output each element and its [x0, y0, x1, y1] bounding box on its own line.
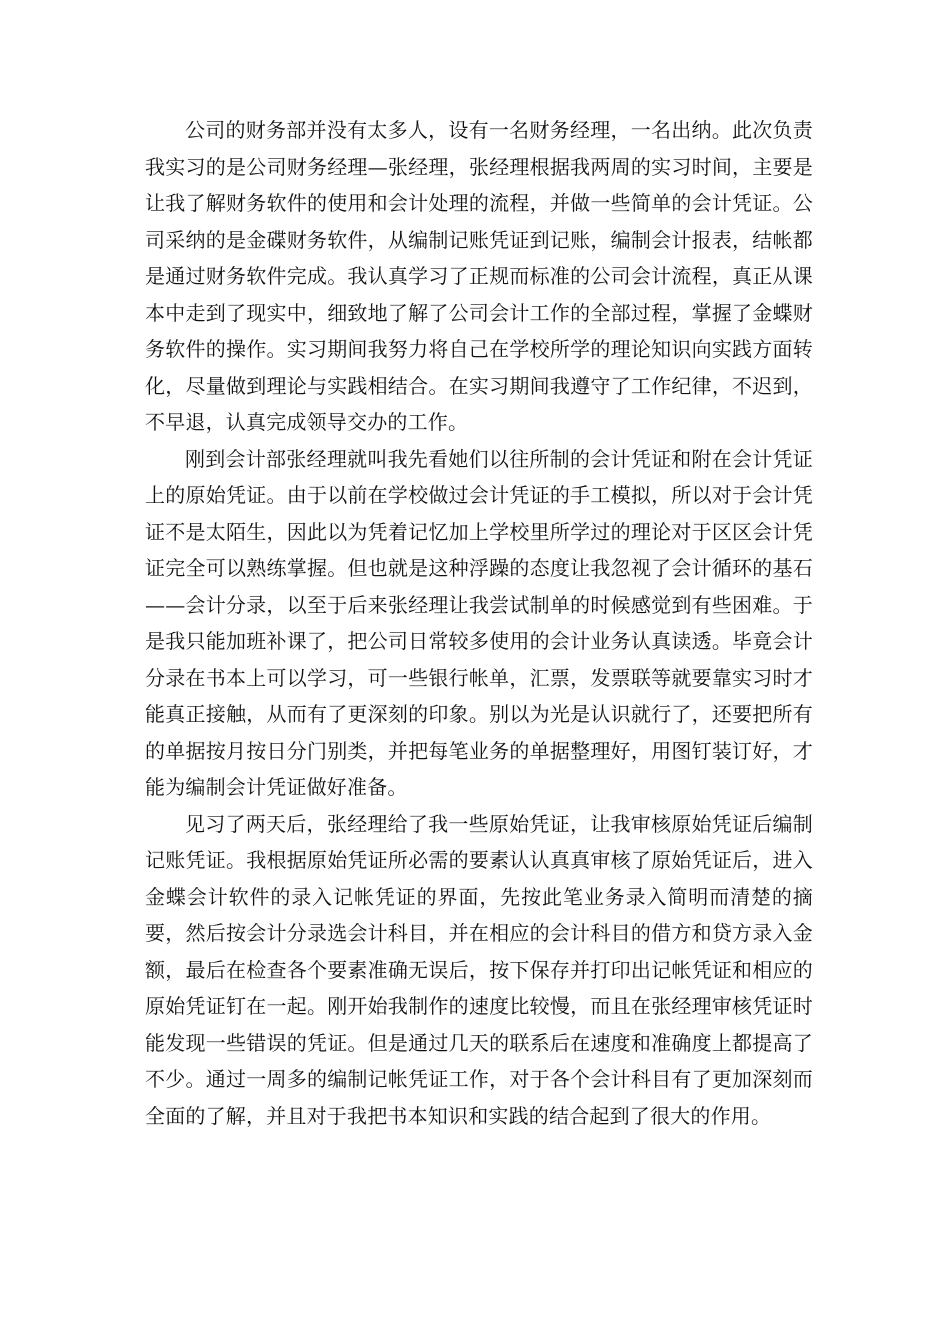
document-body — [145, 112, 813, 1134]
paragraph-3: 见习了两天后，张经理给了我一些原始凭证，让我审核原始凭证后编制记账凭证。我根据原始凭证所必需的要素认认真真审核了原始凭证后，进入金蝶会计软件的录入记帐凭证的界面，先按此笔业务录入简明而清楚的摘要，然后按会计分录选会计科目，并在相应的会计科目的借方和贷方录入金额，最后在检查各个要素准确无误后，按下保存并打印出记帐凭证和相应的原始凭证钉在一起。刚开始我制作的速度比较慢，而且在张经理审核凭证时能发现一些错误的凭证。但是通过几天的联系后在速度和准确度上都提高了不少。通过一周多的编制记帐凭证工作，对于各个会计科目有了更加深刻而全面的了解，并且对于我把书本知识和实践的结合起到了很大的作用。 — [145, 811, 813, 1128]
paragraph-1: 公司的财务部并没有太多人，设有一名财务经理，一名出纳。此次负责我实习的是公司财务经理—张经理，张经理根据我两周的实习时间，主要是让我了解财务软件的使用和会计处理的流程，并做一些简单的会计凭证。公司采纳的是金碟财务软件，从编制记账凭证到记账，编制会计报表，结帐都是通过财务软件完成。我认真学习了正规而标准的公司会计流程，真正从课本中走到了现实中，细致地了解了公司会计工作的全部过程，掌握了金蝶财务软件的操作。实习期间我努力将自己在学校所学的理论知识向实践方面转化，尽量做到理论与实践相结合。在实习期间我遵守了工作纪律，不迟到，不早退，认真完成领导交办的工作。 — [145, 118, 813, 434]
paragraph-2: 刚到会计部张经理就叫我先看她们以往所制的会计凭证和附在会计凭证上的原始凭证。由于以前在学校做过会计凭证的手工模拟，所以对于会计凭证不是太陌生，因此以为凭着记忆加上学校里所学过的理论对于区区会计凭证完全可以熟练掌握。但也就是这种浮躁的态度让我忽视了会计循环的基石——会计分录，以至于后来张经理让我尝试制单的时候感觉到有些困难。于是我只能加班补课了，把公司日常较多使用的会计业务认真读透。毕竟会计分录在书本上可以学习，可一些银行帐单，汇票，发票联等就要靠实习时才能真正接触，从而有了更深刻的印象。别以为光是认识就行了，还要把所有的单据按月按日分门别类，并把每笔业务的单据整理好，用图钉装订好，才能为编制会计凭证做好准备。 — [145, 446, 813, 799]
